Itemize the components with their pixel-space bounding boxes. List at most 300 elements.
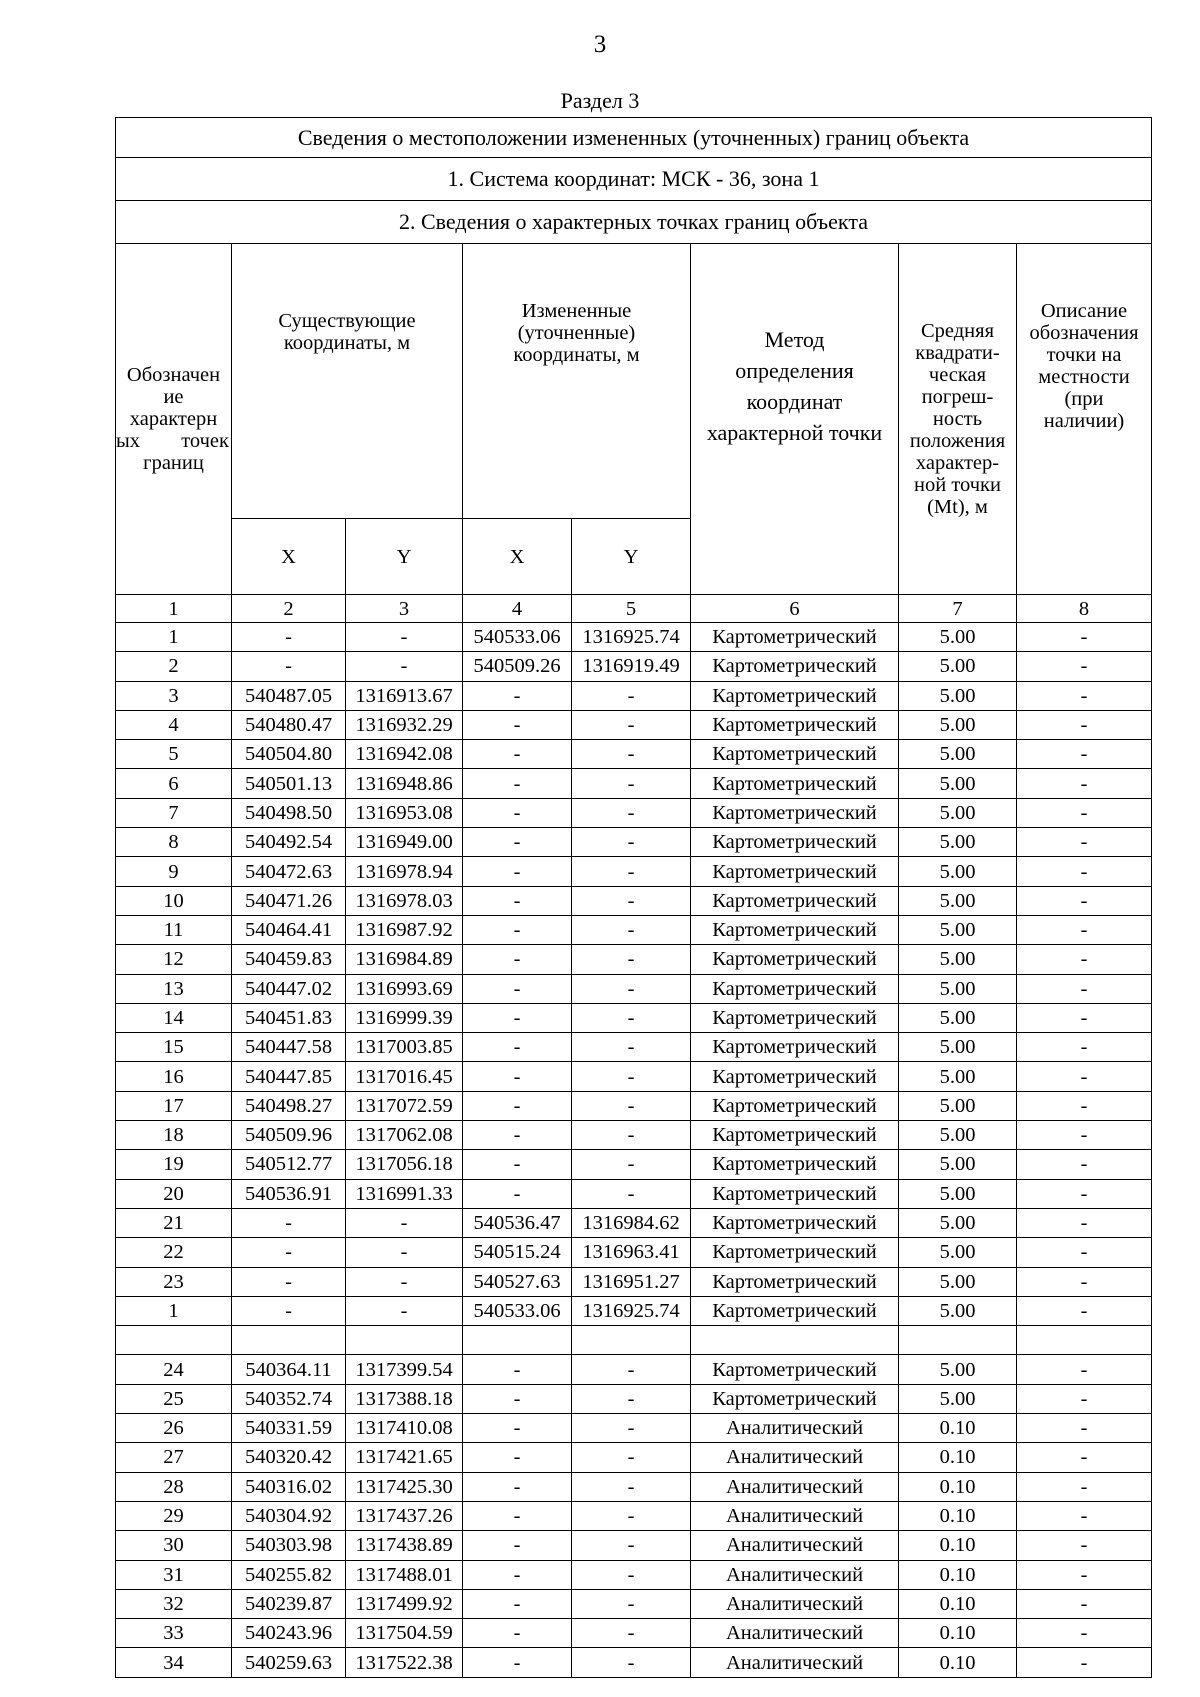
cell-existing-x: 540447.85 bbox=[232, 1062, 346, 1091]
cell-description: - bbox=[1017, 1238, 1152, 1267]
cell-point-number: 30 bbox=[116, 1531, 232, 1560]
cell-existing-y: 1316932.29 bbox=[346, 710, 463, 739]
table-row bbox=[116, 710, 1152, 739]
table-row bbox=[116, 1296, 1152, 1325]
cell-existing-x: 540447.02 bbox=[232, 974, 346, 1003]
cell-method: Картометрический bbox=[691, 1208, 899, 1237]
cell-method: Картометрический bbox=[691, 857, 899, 886]
cell-existing-x: 540259.63 bbox=[232, 1648, 346, 1677]
cell-changed-y: - bbox=[572, 769, 691, 798]
cell-mean-error: 0.10 bbox=[899, 1560, 1017, 1589]
cell-mean-error: 5.00 bbox=[899, 1121, 1017, 1150]
cell-existing-x: 540447.58 bbox=[232, 1033, 346, 1062]
cell-existing-y: 1317504.59 bbox=[346, 1619, 463, 1648]
cell-description: - bbox=[1017, 769, 1152, 798]
cell-point-number: 4 bbox=[116, 710, 232, 739]
cell-description: - bbox=[1017, 886, 1152, 915]
cell-description: - bbox=[1017, 652, 1152, 681]
cell-existing-x: 540331.59 bbox=[232, 1414, 346, 1443]
cell-point-number: 33 bbox=[116, 1619, 232, 1648]
cell-method: Аналитический bbox=[691, 1560, 899, 1589]
cell-existing-y: 1316993.69 bbox=[346, 974, 463, 1003]
cell-changed-y: - bbox=[572, 915, 691, 944]
cell-existing-y: 1316949.00 bbox=[346, 828, 463, 857]
cell-changed-y: - bbox=[572, 1414, 691, 1443]
cell-point-number: 9 bbox=[116, 857, 232, 886]
cell-changed-x: - bbox=[463, 1355, 572, 1384]
cell-description: - bbox=[1017, 1501, 1152, 1530]
cell-existing-x: - bbox=[232, 1208, 346, 1237]
cell-description: - bbox=[1017, 1296, 1152, 1325]
header-error-line: ность bbox=[932, 408, 983, 430]
cell-existing-x: 540536.91 bbox=[232, 1179, 346, 1208]
cell-description: - bbox=[1017, 1443, 1152, 1472]
cell-changed-y: 1316919.49 bbox=[572, 652, 691, 681]
header-error-line: погреш- bbox=[921, 386, 994, 408]
cell-changed-x: - bbox=[463, 1531, 572, 1560]
header-existing-y: Y bbox=[346, 519, 463, 595]
cell-description: - bbox=[1017, 798, 1152, 827]
cell-changed-x: - bbox=[463, 857, 572, 886]
table-row bbox=[116, 769, 1152, 798]
cell-description: - bbox=[1017, 1003, 1152, 1032]
header-designation-word: точек bbox=[181, 430, 229, 452]
cell-existing-x: - bbox=[232, 652, 346, 681]
cell-existing-y: 1317488.01 bbox=[346, 1560, 463, 1589]
cell-existing-y: 1316978.94 bbox=[346, 857, 463, 886]
cell-changed-y: 1316925.74 bbox=[572, 1296, 691, 1325]
cell-point-number: 13 bbox=[116, 974, 232, 1003]
cell-changed-x: - bbox=[463, 1589, 572, 1618]
cell-existing-x: 540239.87 bbox=[232, 1589, 346, 1618]
cell-description: - bbox=[1017, 623, 1152, 652]
header-changed-y: Y bbox=[572, 519, 691, 595]
header-error-line: характер- bbox=[915, 452, 1000, 474]
cell-changed-x: - bbox=[463, 974, 572, 1003]
header-error-line: ной точки bbox=[914, 474, 1001, 496]
cell-point-number: 6 bbox=[116, 769, 232, 798]
cell-mean-error: 5.00 bbox=[899, 828, 1017, 857]
cell-point-number: 17 bbox=[116, 1091, 232, 1120]
cell-changed-x: - bbox=[463, 1091, 572, 1120]
cell-existing-y: 1317499.92 bbox=[346, 1589, 463, 1618]
cell-existing-y: 1317425.30 bbox=[346, 1472, 463, 1501]
table-row bbox=[116, 1501, 1152, 1530]
cell-point-number: 31 bbox=[116, 1560, 232, 1589]
cell-method: Картометрический bbox=[691, 1033, 899, 1062]
cell-mean-error: 5.00 bbox=[899, 1238, 1017, 1267]
cell-point-number: 34 bbox=[116, 1648, 232, 1677]
cell-changed-y: - bbox=[572, 1560, 691, 1589]
cell-mean-error: 0.10 bbox=[899, 1531, 1017, 1560]
table-row bbox=[116, 1150, 1152, 1179]
cell-changed-y: - bbox=[572, 1501, 691, 1530]
cell-existing-x: - bbox=[232, 1296, 346, 1325]
cell-method: Картометрический bbox=[691, 828, 899, 857]
cell-point-number: 29 bbox=[116, 1501, 232, 1530]
cell-changed-y: - bbox=[572, 857, 691, 886]
cell-mean-error: 5.00 bbox=[899, 1091, 1017, 1120]
cell-existing-y: 1316948.86 bbox=[346, 769, 463, 798]
cell-changed-y: - bbox=[572, 1033, 691, 1062]
cell-existing-y: 1317003.85 bbox=[346, 1033, 463, 1062]
cell-method: Картометрический bbox=[691, 1296, 899, 1325]
cell-changed-x: 540533.06 bbox=[463, 623, 572, 652]
cell-mean-error: 5.00 bbox=[899, 652, 1017, 681]
cell-existing-x: 540459.83 bbox=[232, 945, 346, 974]
cell-changed-y: 1316925.74 bbox=[572, 623, 691, 652]
cell-method: Аналитический bbox=[691, 1531, 899, 1560]
cell-changed-y: - bbox=[572, 1179, 691, 1208]
cell-mean-error: 5.00 bbox=[899, 1296, 1017, 1325]
cell-description: - bbox=[1017, 857, 1152, 886]
table-row bbox=[116, 945, 1152, 974]
cell-point-number: 27 bbox=[116, 1443, 232, 1472]
cell-mean-error: 5.00 bbox=[899, 1150, 1017, 1179]
cell-description: - bbox=[1017, 1619, 1152, 1648]
page-number: 3 bbox=[593, 31, 607, 58]
cell-mean-error: 5.00 bbox=[899, 1355, 1017, 1384]
cell-changed-x: - bbox=[463, 681, 572, 710]
cell-existing-y: 1316953.08 bbox=[346, 798, 463, 827]
cell-changed-x: - bbox=[463, 798, 572, 827]
cell-existing-y: 1317522.38 bbox=[346, 1648, 463, 1677]
column-number: 2 bbox=[232, 595, 346, 623]
cell-existing-y: 1316978.03 bbox=[346, 886, 463, 915]
cell-method: Картометрический bbox=[691, 769, 899, 798]
cell-existing-y: 1317421.65 bbox=[346, 1443, 463, 1472]
table-row bbox=[116, 974, 1152, 1003]
header-description-line: обозначения bbox=[1029, 322, 1139, 344]
table-row bbox=[116, 740, 1152, 769]
cell-changed-x: - bbox=[463, 915, 572, 944]
cell-changed-y: - bbox=[572, 945, 691, 974]
cell-existing-x: 540464.41 bbox=[232, 915, 346, 944]
cell-point-number bbox=[116, 1326, 232, 1355]
table-row bbox=[116, 1414, 1152, 1443]
header-error-line: (Mt), м bbox=[927, 496, 988, 518]
header-designation-line: ие bbox=[163, 386, 184, 408]
cell-description: - bbox=[1017, 1560, 1152, 1589]
cell-method: Аналитический bbox=[691, 1648, 899, 1677]
cell-method: Картометрический bbox=[691, 915, 899, 944]
table-row bbox=[116, 1384, 1152, 1413]
cell-changed-x: 540515.24 bbox=[463, 1238, 572, 1267]
header-error-line: квадрати- bbox=[915, 342, 1000, 364]
cell-changed-y: - bbox=[572, 1121, 691, 1150]
cell-changed-y: - bbox=[572, 1589, 691, 1618]
cell-description: - bbox=[1017, 1589, 1152, 1618]
cell-existing-x: 540509.96 bbox=[232, 1121, 346, 1150]
cell-description: - bbox=[1017, 828, 1152, 857]
cell-existing-x: 540451.83 bbox=[232, 1003, 346, 1032]
cell-mean-error: 5.00 bbox=[899, 1179, 1017, 1208]
table-title: Сведения о местоположении измененных (уточненных) границ объекта bbox=[116, 118, 1152, 158]
table-row bbox=[116, 798, 1152, 827]
cell-description: - bbox=[1017, 1033, 1152, 1062]
header-designation-justified-line bbox=[116, 430, 231, 452]
cell-changed-y: - bbox=[572, 1091, 691, 1120]
cell-existing-x: 540501.13 bbox=[232, 769, 346, 798]
coordinate-system: 1. Система координат: МСК - 36, зона 1 bbox=[116, 158, 1152, 201]
cell-changed-x: - bbox=[463, 1384, 572, 1413]
cell-changed-x: - bbox=[463, 1472, 572, 1501]
cell-existing-x: - bbox=[232, 623, 346, 652]
cell-existing-x: 540492.54 bbox=[232, 828, 346, 857]
table-row bbox=[116, 1560, 1152, 1589]
cell-description: - bbox=[1017, 681, 1152, 710]
cell-method: Аналитический bbox=[691, 1619, 899, 1648]
header-designation-word: ых bbox=[116, 430, 141, 452]
cell-mean-error: 5.00 bbox=[899, 974, 1017, 1003]
cell-description bbox=[1017, 1326, 1152, 1355]
table-row bbox=[116, 1472, 1152, 1501]
cell-description: - bbox=[1017, 710, 1152, 739]
header-method-line: характерной точки bbox=[706, 420, 883, 445]
table-row bbox=[116, 1033, 1152, 1062]
cell-changed-y: - bbox=[572, 828, 691, 857]
header-method-line: Метод bbox=[764, 327, 825, 352]
cell-changed-x: - bbox=[463, 1619, 572, 1648]
table-row bbox=[116, 1121, 1152, 1150]
cell-description: - bbox=[1017, 974, 1152, 1003]
cell-point-number: 3 bbox=[116, 681, 232, 710]
cell-method: Аналитический bbox=[691, 1589, 899, 1618]
cell-existing-y: 1317388.18 bbox=[346, 1384, 463, 1413]
table-row bbox=[116, 652, 1152, 681]
cell-existing-x bbox=[232, 1326, 346, 1355]
header-existing-coordinates bbox=[232, 244, 463, 519]
cell-mean-error: 5.00 bbox=[899, 886, 1017, 915]
cell-description: - bbox=[1017, 1179, 1152, 1208]
cell-method: Картометрический bbox=[691, 1121, 899, 1150]
header-changed-coordinates bbox=[463, 244, 691, 519]
cell-changed-x: - bbox=[463, 1003, 572, 1032]
cell-mean-error: 5.00 bbox=[899, 623, 1017, 652]
header-designation-line: границ bbox=[143, 452, 204, 474]
cell-changed-y: - bbox=[572, 1472, 691, 1501]
column-number: 5 bbox=[572, 595, 691, 623]
cell-point-number: 1 bbox=[116, 1296, 232, 1325]
cell-point-number: 22 bbox=[116, 1238, 232, 1267]
cell-changed-y: 1316984.62 bbox=[572, 1208, 691, 1237]
cell-point-number: 24 bbox=[116, 1355, 232, 1384]
header-description-line: местности bbox=[1038, 366, 1130, 388]
cell-method: Картометрический bbox=[691, 623, 899, 652]
cell-changed-y: - bbox=[572, 1531, 691, 1560]
table-row bbox=[116, 886, 1152, 915]
table-row bbox=[116, 623, 1152, 652]
cell-existing-y: - bbox=[346, 1208, 463, 1237]
cell-existing-y: 1317399.54 bbox=[346, 1355, 463, 1384]
cell-mean-error: 0.10 bbox=[899, 1443, 1017, 1472]
header-description-line: наличии) bbox=[1043, 410, 1125, 432]
cell-existing-x: - bbox=[232, 1238, 346, 1267]
column-number: 8 bbox=[1017, 595, 1152, 623]
table-row bbox=[116, 1589, 1152, 1618]
cell-method: Картометрический bbox=[691, 1355, 899, 1384]
table-row bbox=[116, 1003, 1152, 1032]
cell-point-number: 19 bbox=[116, 1150, 232, 1179]
cell-point-number: 1 bbox=[116, 623, 232, 652]
cell-mean-error: 5.00 bbox=[899, 915, 1017, 944]
cell-existing-y: - bbox=[346, 652, 463, 681]
cell-description: - bbox=[1017, 1384, 1152, 1413]
cell-changed-x: - bbox=[463, 828, 572, 857]
cell-changed-y: - bbox=[572, 1003, 691, 1032]
cell-changed-x: - bbox=[463, 1062, 572, 1091]
cell-existing-x: 540304.92 bbox=[232, 1501, 346, 1530]
cell-point-number: 23 bbox=[116, 1267, 232, 1296]
cell-existing-y: - bbox=[346, 1296, 463, 1325]
cell-changed-y: 1316951.27 bbox=[572, 1267, 691, 1296]
cell-point-number: 21 bbox=[116, 1208, 232, 1237]
cell-point-number: 7 bbox=[116, 798, 232, 827]
cell-existing-y: 1316984.89 bbox=[346, 945, 463, 974]
cell-existing-y: 1316987.92 bbox=[346, 915, 463, 944]
cell-existing-x: 540472.63 bbox=[232, 857, 346, 886]
header-description bbox=[1017, 244, 1152, 595]
table-row bbox=[116, 681, 1152, 710]
cell-mean-error bbox=[899, 1326, 1017, 1355]
cell-existing-x: 540512.77 bbox=[232, 1150, 346, 1179]
table-row bbox=[116, 1326, 1152, 1355]
cell-description: - bbox=[1017, 1531, 1152, 1560]
cell-mean-error: 5.00 bbox=[899, 1033, 1017, 1062]
cell-method: Аналитический bbox=[691, 1472, 899, 1501]
table-row bbox=[116, 1179, 1152, 1208]
table-row bbox=[116, 1648, 1152, 1677]
cell-point-number: 10 bbox=[116, 886, 232, 915]
cell-point-number: 20 bbox=[116, 1179, 232, 1208]
cell-changed-y: 1316963.41 bbox=[572, 1238, 691, 1267]
cell-existing-x: 540303.98 bbox=[232, 1531, 346, 1560]
cell-point-number: 28 bbox=[116, 1472, 232, 1501]
header-changed-line: (уточненные) bbox=[517, 322, 636, 344]
table-row bbox=[116, 1238, 1152, 1267]
header-changed-line: координаты, м bbox=[513, 344, 640, 366]
cell-point-number: 16 bbox=[116, 1062, 232, 1091]
cell-changed-y: - bbox=[572, 681, 691, 710]
cell-mean-error: 0.10 bbox=[899, 1414, 1017, 1443]
cell-method: Картометрический bbox=[691, 886, 899, 915]
column-number: 6 bbox=[691, 595, 899, 623]
cell-existing-y: - bbox=[346, 623, 463, 652]
cell-description: - bbox=[1017, 1414, 1152, 1443]
cell-mean-error: 5.00 bbox=[899, 1208, 1017, 1237]
cell-mean-error: 5.00 bbox=[899, 1384, 1017, 1413]
cell-mean-error: 5.00 bbox=[899, 740, 1017, 769]
table-row bbox=[116, 1355, 1152, 1384]
cell-existing-y bbox=[346, 1326, 463, 1355]
table-row bbox=[116, 1267, 1152, 1296]
cell-description: - bbox=[1017, 1648, 1152, 1677]
cell-changed-y: - bbox=[572, 1443, 691, 1472]
cell-existing-y: 1316999.39 bbox=[346, 1003, 463, 1032]
cell-point-number: 8 bbox=[116, 828, 232, 857]
cell-method: Картометрический bbox=[691, 1238, 899, 1267]
column-number: 1 bbox=[116, 595, 232, 623]
cell-method: Аналитический bbox=[691, 1414, 899, 1443]
cell-existing-x: 540498.27 bbox=[232, 1091, 346, 1120]
column-number: 4 bbox=[463, 595, 572, 623]
header-error-line: Средняя bbox=[920, 320, 994, 342]
column-number: 7 bbox=[899, 595, 1017, 623]
cell-point-number: 2 bbox=[116, 652, 232, 681]
points-info-heading: 2. Сведения о характерных точках границ объекта bbox=[116, 201, 1152, 244]
cell-mean-error: 5.00 bbox=[899, 945, 1017, 974]
table-row bbox=[116, 1091, 1152, 1120]
cell-description: - bbox=[1017, 1355, 1152, 1384]
cell-existing-y: - bbox=[346, 1267, 463, 1296]
cell-existing-x: 540480.47 bbox=[232, 710, 346, 739]
cell-description: - bbox=[1017, 1091, 1152, 1120]
header-changed-x: X bbox=[463, 519, 572, 595]
header-existing-x: X bbox=[232, 519, 346, 595]
cell-changed-x: 540533.06 bbox=[463, 1296, 572, 1325]
cell-existing-x: 540504.80 bbox=[232, 740, 346, 769]
cell-description: - bbox=[1017, 1121, 1152, 1150]
cell-existing-y: 1316991.33 bbox=[346, 1179, 463, 1208]
cell-point-number: 32 bbox=[116, 1589, 232, 1618]
cell-method bbox=[691, 1326, 899, 1355]
cell-description: - bbox=[1017, 915, 1152, 944]
cell-method: Картометрический bbox=[691, 945, 899, 974]
cell-mean-error: 0.10 bbox=[899, 1501, 1017, 1530]
cell-description: - bbox=[1017, 740, 1152, 769]
header-description-line: Описание bbox=[1040, 300, 1128, 322]
boundary-points-table bbox=[115, 117, 1152, 1678]
cell-changed-x: - bbox=[463, 1414, 572, 1443]
cell-existing-x: 540364.11 bbox=[232, 1355, 346, 1384]
table-row bbox=[116, 828, 1152, 857]
cell-method: Картометрический bbox=[691, 798, 899, 827]
header-designation-line: Обозначен bbox=[126, 364, 221, 386]
cell-mean-error: 5.00 bbox=[899, 1267, 1017, 1296]
cell-changed-y: - bbox=[572, 1619, 691, 1648]
cell-existing-y: 1317437.26 bbox=[346, 1501, 463, 1530]
cell-existing-y: 1316913.67 bbox=[346, 681, 463, 710]
cell-mean-error: 0.10 bbox=[899, 1589, 1017, 1618]
cell-changed-y: - bbox=[572, 1150, 691, 1179]
cell-description: - bbox=[1017, 1267, 1152, 1296]
cell-changed-x bbox=[463, 1326, 572, 1355]
cell-changed-y: - bbox=[572, 886, 691, 915]
header-changed-line: Измененные bbox=[521, 300, 632, 322]
cell-existing-y: - bbox=[346, 1238, 463, 1267]
cell-changed-y: - bbox=[572, 798, 691, 827]
cell-mean-error: 0.10 bbox=[899, 1472, 1017, 1501]
cell-method: Картометрический bbox=[691, 1062, 899, 1091]
header-designation-line: характерн bbox=[129, 408, 218, 430]
cell-mean-error: 0.10 bbox=[899, 1619, 1017, 1648]
cell-mean-error: 5.00 bbox=[899, 857, 1017, 886]
cell-description: - bbox=[1017, 1208, 1152, 1237]
cell-changed-x: - bbox=[463, 1150, 572, 1179]
header-designation bbox=[116, 244, 232, 595]
cell-existing-y: 1317072.59 bbox=[346, 1091, 463, 1120]
cell-changed-x: - bbox=[463, 1443, 572, 1472]
table-row bbox=[116, 1208, 1152, 1237]
cell-existing-y: 1317438.89 bbox=[346, 1531, 463, 1560]
header-description-line: точки на bbox=[1046, 344, 1122, 366]
cell-description: - bbox=[1017, 1062, 1152, 1091]
cell-method: Картометрический bbox=[691, 1179, 899, 1208]
cell-method: Картометрический bbox=[691, 710, 899, 739]
section-title: Раздел 3 bbox=[560, 88, 640, 113]
cell-point-number: 14 bbox=[116, 1003, 232, 1032]
cell-changed-y: - bbox=[572, 974, 691, 1003]
